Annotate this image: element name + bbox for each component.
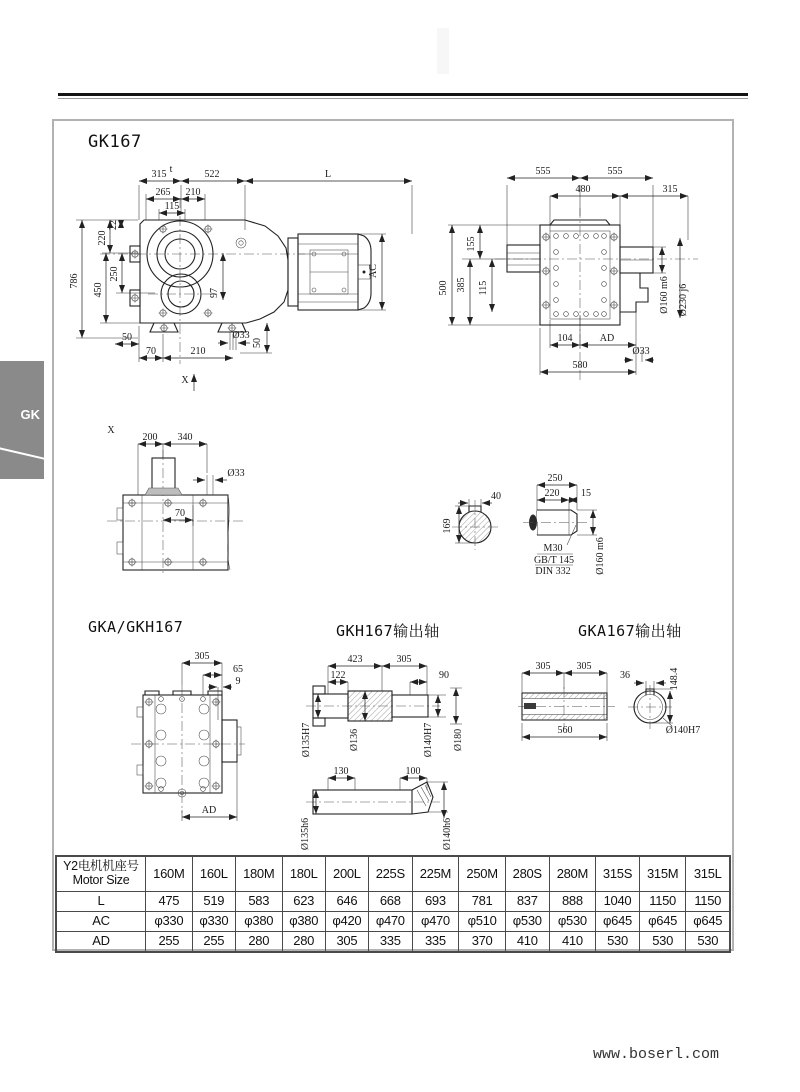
table-cell: 837: [505, 892, 549, 912]
footer-website: www.boserl.com: [593, 1046, 720, 1063]
dim-label: 480: [575, 184, 591, 195]
table-cell: φ510: [459, 912, 506, 932]
table-cell: φ645: [596, 912, 640, 932]
table-column-header: 280S: [505, 856, 549, 892]
dim-label: 169: [442, 518, 453, 534]
dim-label: Ø33: [227, 468, 245, 479]
table-row: [56, 912, 730, 932]
dim-label: 50: [122, 332, 132, 343]
table-cell: φ530: [549, 912, 596, 932]
centerlines: [131, 685, 245, 813]
table-column-header: 315L: [686, 856, 730, 892]
dim-label: Ø33: [632, 346, 650, 357]
title-gka167-output-shaft: GKA167输出轴: [578, 622, 682, 640]
table-cell: 530: [639, 932, 686, 953]
x-view-drawing: [95, 400, 345, 592]
dim-label: Ø180: [453, 728, 464, 752]
table-row-label: AD: [56, 932, 146, 953]
dim-label: 265: [155, 187, 171, 198]
table-cell: φ330: [192, 912, 235, 932]
table-column-header: 180L: [282, 856, 325, 892]
dim-label: t: [169, 164, 173, 175]
table-cell: 475: [146, 892, 193, 912]
dim-label: 122: [330, 670, 346, 681]
table-column-header: 200L: [325, 856, 368, 892]
dim-label: X: [181, 375, 189, 386]
dim-label: Ø160 m6: [595, 537, 606, 575]
table-column-header: 160L: [192, 856, 235, 892]
table-row: [56, 932, 730, 953]
dim-label: 580: [572, 360, 588, 371]
table-cell: φ470: [412, 912, 459, 932]
dimension-lines: [76, 181, 412, 391]
dim-label: 97: [209, 288, 220, 298]
table-cell: 1150: [639, 892, 686, 912]
table-column-header: 160M: [146, 856, 193, 892]
table-body: [56, 892, 730, 953]
dim-label: 450: [93, 282, 104, 298]
table-column-header: 280M: [549, 856, 596, 892]
dim-label: 250: [109, 266, 120, 282]
dim-label: 115: [478, 280, 489, 296]
dim-label: 9: [235, 676, 241, 687]
dim-label: Ø135H7: [301, 722, 312, 758]
table-cell: 410: [505, 932, 549, 953]
table-cell: 781: [459, 892, 506, 912]
table-cell: 1040: [596, 892, 640, 912]
front-view-drawing: [60, 150, 445, 400]
dim-label: AD: [599, 333, 615, 344]
dimension-lines: [182, 663, 237, 821]
bore-section: [634, 689, 672, 726]
table-column-header: 225S: [368, 856, 412, 892]
dimension-lines: [316, 666, 462, 818]
table-cell: 888: [549, 892, 596, 912]
dim-label: 15: [581, 488, 591, 499]
dim-label: 250: [547, 473, 563, 484]
table-cell: φ530: [505, 912, 549, 932]
dim-label: 423: [347, 654, 363, 665]
dim-label: 100: [405, 766, 421, 777]
dim-label: Ø140h6: [442, 817, 453, 851]
gka167-output-shaft-drawing: [520, 645, 760, 790]
dim-label: 65: [233, 664, 243, 675]
table-column-header: 315S: [596, 856, 640, 892]
table-cell: 370: [459, 932, 506, 953]
motor-dimension-table: [55, 855, 731, 953]
table-row-label: AC: [56, 912, 146, 932]
dim-label: Ø140H7: [423, 722, 434, 758]
housing-top-view: [117, 458, 230, 570]
dim-label: 305: [194, 651, 210, 662]
table-row-label: L: [56, 892, 146, 912]
shaft-end-drawing: [515, 462, 640, 582]
dim-label: 115: [164, 201, 180, 212]
table-cell: 280: [235, 932, 282, 953]
dim-label: 210: [190, 346, 206, 357]
table-header-motor-size: Y2电机机座号 Motor Size: [56, 856, 146, 892]
dim-label: 315: [662, 184, 678, 195]
dim-label: 148.4: [669, 667, 680, 691]
dim-label: 305: [535, 661, 551, 672]
dim-label: 786: [69, 273, 80, 289]
dim-label: 220: [544, 488, 560, 499]
motor: [288, 234, 371, 310]
table-column-header: 315M: [639, 856, 686, 892]
dim-label: 210: [185, 187, 201, 198]
dim-label: AD: [201, 805, 217, 816]
dim-label: 555: [607, 166, 623, 177]
dim-label: 555: [535, 166, 551, 177]
table-cell: 519: [192, 892, 235, 912]
title-gka-gkh167: GKA/GKH167: [88, 618, 184, 636]
table-cell: 668: [368, 892, 412, 912]
table-cell: φ470: [368, 912, 412, 932]
dim-label: Ø33: [232, 330, 250, 341]
table-column-header: 250M: [459, 856, 506, 892]
table-column-header: 180M: [235, 856, 282, 892]
dim-label: 40: [491, 491, 501, 502]
header-rule-gray: [58, 98, 748, 99]
centerlines: [518, 685, 672, 729]
dim-label: 200: [142, 432, 158, 443]
dim-label: Ø230 j6: [678, 283, 689, 317]
dim-label: 522: [204, 169, 220, 180]
table-cell: 1150: [686, 892, 730, 912]
table-cell: φ380: [235, 912, 282, 932]
lower-shaft: [313, 782, 433, 814]
key-section-drawing: [432, 470, 527, 570]
dim-label: 315: [151, 169, 167, 180]
table-cell: φ420: [325, 912, 368, 932]
tab-diagonal-line: [0, 444, 44, 463]
dim-label: 70: [175, 508, 185, 519]
table-cell: 410: [549, 932, 596, 953]
title-gkh167-output-shaft: GKH167输出轴: [336, 622, 440, 640]
table-cell: 646: [325, 892, 368, 912]
table-cell: 305: [325, 932, 368, 953]
table-cell: 530: [686, 932, 730, 953]
header-rule-black: [58, 93, 748, 96]
dim-label: 36: [620, 670, 630, 681]
dim-label: 70: [146, 346, 156, 357]
section-tab-label: GK: [20, 407, 40, 422]
table-cell: 530: [596, 932, 640, 953]
dim-label: 104: [557, 333, 573, 344]
section-tab-gk[interactable]: [0, 361, 44, 479]
gkh167-output-shaft-drawing: [300, 650, 515, 850]
table-cell: φ330: [146, 912, 193, 932]
table-cell: φ645: [686, 912, 730, 932]
dim-label: 305: [396, 654, 412, 665]
table-cell: φ380: [282, 912, 325, 932]
dim-label: 220: [97, 230, 108, 246]
table-cell: 583: [235, 892, 282, 912]
dim-label: Ø135h6: [300, 817, 311, 851]
table-column-header: 225M: [412, 856, 459, 892]
table-cell: 280: [282, 932, 325, 953]
dim-label: L: [324, 169, 332, 180]
side-view-drawing: [440, 150, 750, 395]
table-header: [56, 856, 730, 892]
dim-label: GB/T 145: [533, 555, 575, 566]
table-row: [56, 892, 730, 912]
dim-label: Ø160 m6: [659, 276, 670, 314]
dim-label: 305: [576, 661, 592, 672]
scan-artifact: [437, 28, 449, 74]
table-cell: 255: [192, 932, 235, 953]
dim-label: 90: [439, 670, 449, 681]
dim-label: DIN 332: [535, 566, 571, 577]
gear-housing: [130, 220, 288, 333]
dim-label: Ø140H7: [665, 725, 701, 736]
dim-label: 22: [108, 220, 119, 230]
dim-label: X: [107, 425, 115, 436]
table-cell: φ645: [639, 912, 686, 932]
table-cell: 623: [282, 892, 325, 912]
dim-label: M30: [543, 543, 563, 554]
gka-gkh167-drawing: [115, 645, 315, 845]
table-cell: 335: [368, 932, 412, 953]
table-cell: 693: [412, 892, 459, 912]
dim-label: 385: [456, 277, 467, 293]
dim-label: 130: [333, 766, 349, 777]
dim-label: Ø136: [349, 728, 360, 752]
dim-label: 340: [177, 432, 193, 443]
table-cell: 255: [146, 932, 193, 953]
table-cell: 335: [412, 932, 459, 953]
dim-label: 560: [557, 725, 573, 736]
dim-label: 500: [438, 280, 449, 296]
dimension-lines: [448, 178, 688, 375]
dim-label: AC: [368, 264, 379, 278]
dim-label: 155: [466, 236, 477, 252]
page-title-gk167: GK167: [88, 132, 142, 152]
dim-label: 50: [252, 338, 263, 348]
